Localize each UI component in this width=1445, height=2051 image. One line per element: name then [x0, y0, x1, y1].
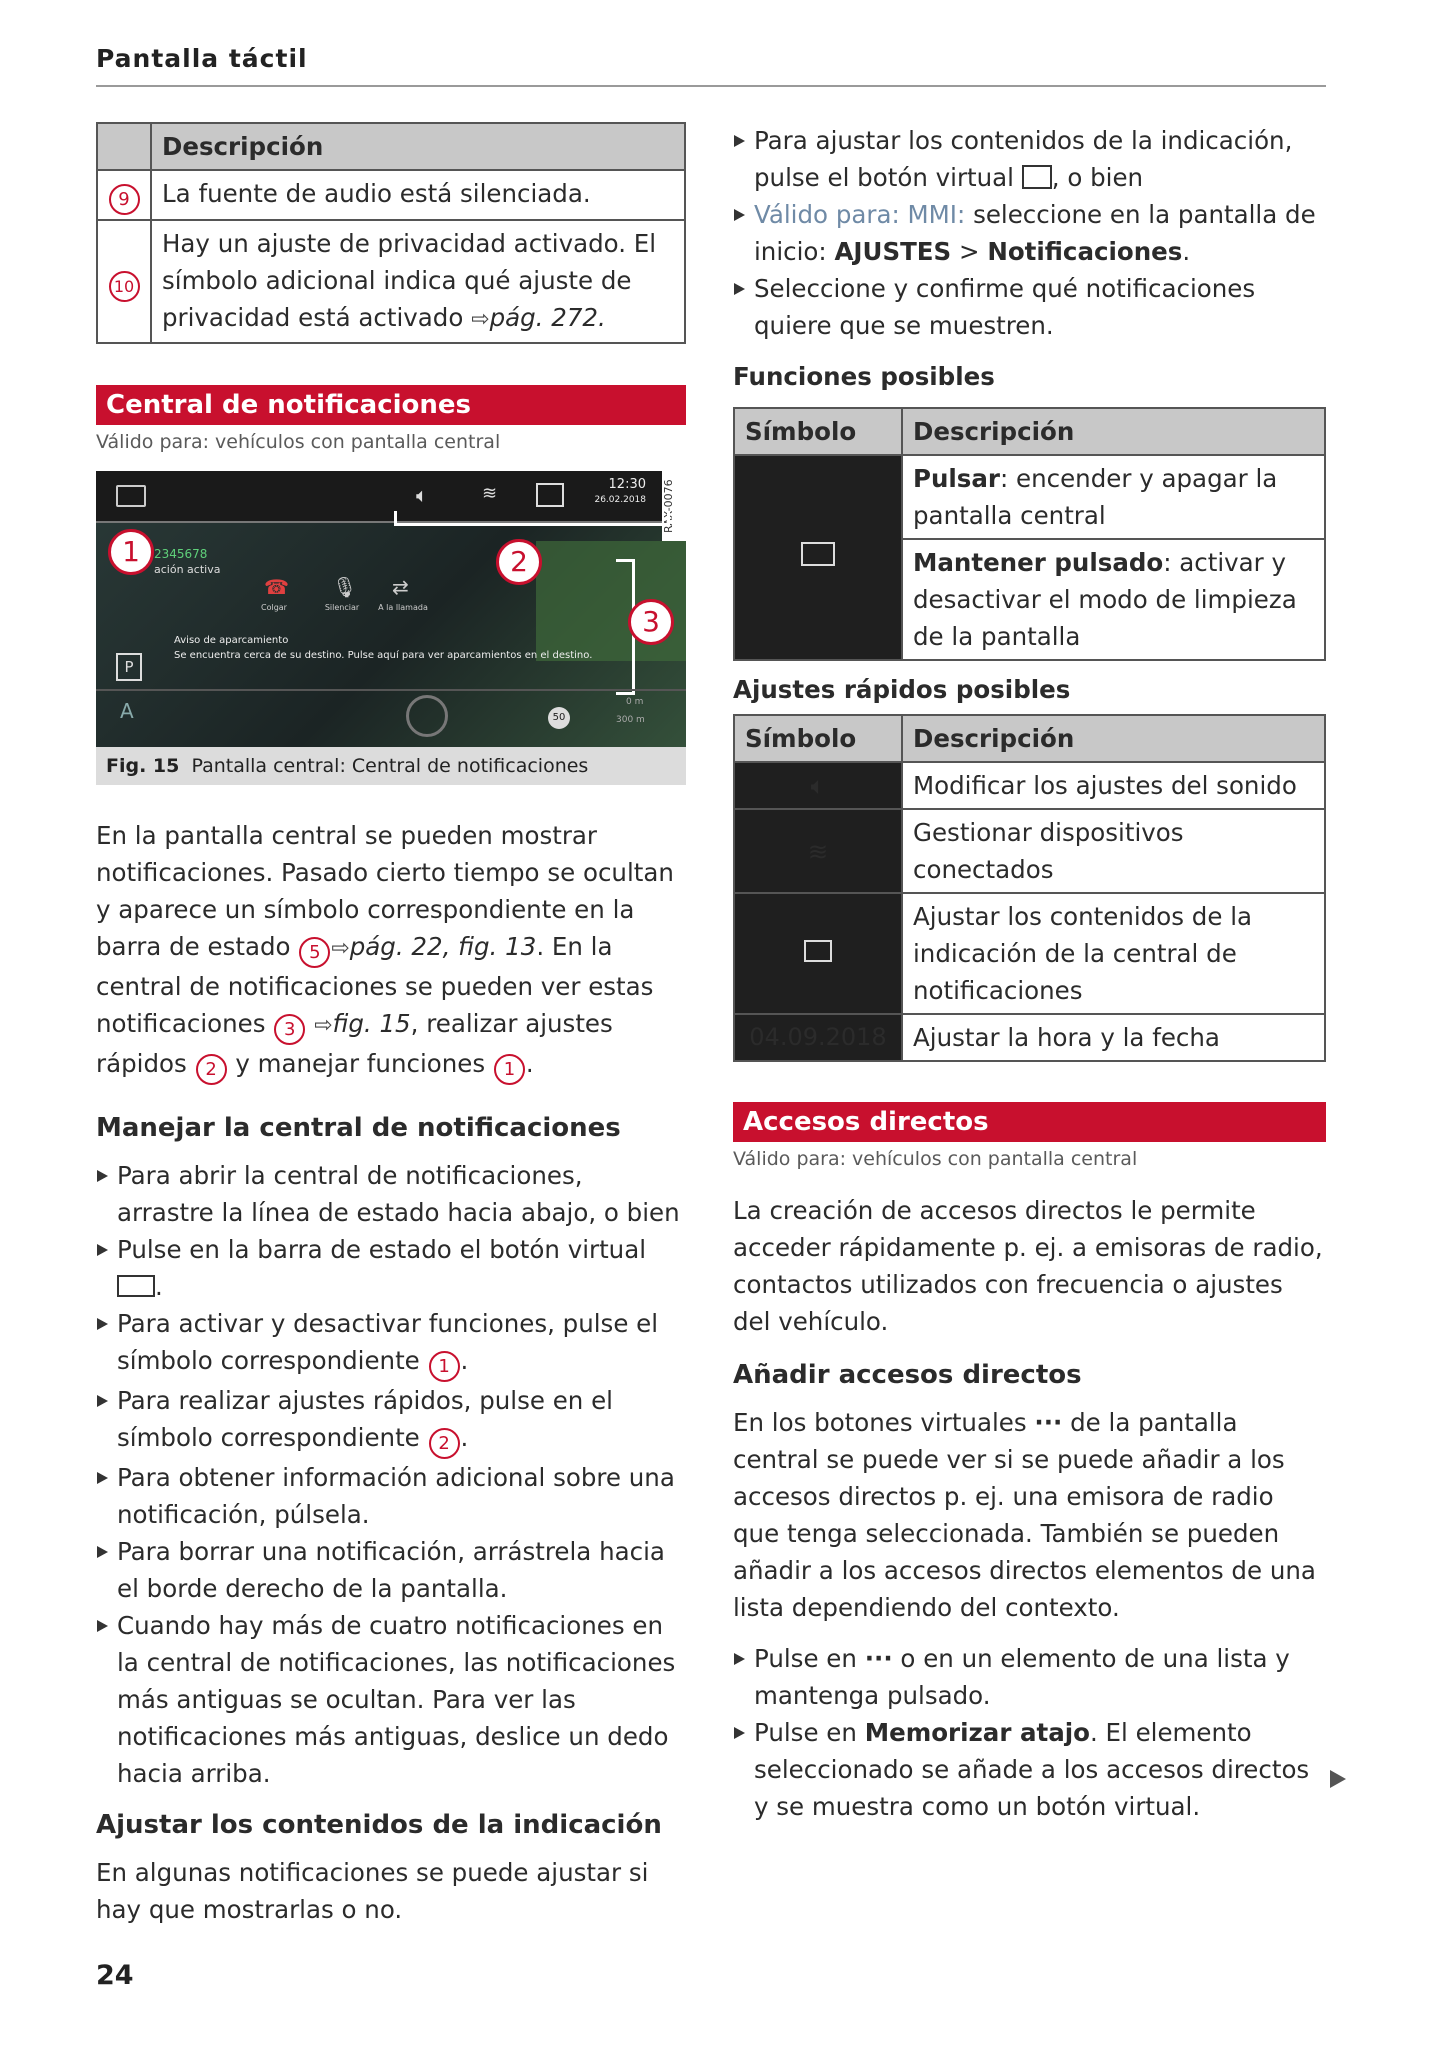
col-descripcion: Descripción [902, 408, 1325, 455]
row-text: Hay un ajuste de privacidad activado. El símbolo adicional indica qué ajuste de privacidad está activado [162, 229, 657, 332]
list-item: Para obtener información adicional sobre una notificación, púlsela. [96, 1459, 686, 1533]
row-text: Modificar los ajustes del sonido [902, 762, 1325, 809]
continue-arrow-icon [1330, 1770, 1346, 1788]
parking-icon: P [116, 653, 142, 681]
description-table [96, 122, 686, 344]
table-corner [97, 123, 151, 170]
list-item: Válido para: MMI: seleccione en la pantalla de inicio: AJUSTES > Notificaciones. [733, 196, 1326, 270]
more-dots-icon: ··· [1034, 1408, 1063, 1437]
list-item: Para realizar ajustes rápidos, pulse en el símbolo correspondiente 2 . [96, 1382, 686, 1459]
page-ref-arrow-icon: ⇨ [314, 1013, 333, 1038]
row-text: Mantener pulsado: activar y desactivar el modo de limpieza de la pantalla [902, 539, 1325, 660]
col-simbolo: Símbolo [734, 715, 902, 762]
status-time: 12:30 [608, 477, 646, 492]
symbol-cell [734, 762, 902, 809]
callout-1-ref: 1 [494, 1054, 525, 1085]
heading-ajustar: Ajustar los contenidos de la indicación [96, 1810, 662, 1840]
anadir-paragraph: En los botones virtuales ··· de la pantalla central se puede ver si se puede añadir a los accesos directos p. ej. una emisora de radio que tenga seleccionada. También se pueden añadir a los accesos directos elementos de una lista dependiendo del contexto. [733, 1408, 1316, 1622]
table-header-descripcion: Descripción [151, 123, 685, 170]
speaker-icon: 🔈︎ [810, 771, 826, 800]
wifi-icon[interactable]: ≋ [482, 483, 498, 504]
call-status: ación activa [154, 563, 221, 576]
callout-2-bracket [394, 511, 670, 526]
row-text: Pulsar: encender y apagar la pantalla central [902, 455, 1325, 539]
settings-list-icon [804, 940, 832, 962]
funciones-table [733, 407, 1326, 661]
ajustar-paragraph: En algunas notificaciones se puede ajustar si hay que mostrarlas o no. [96, 1858, 649, 1924]
distance-2: 300 m [616, 715, 645, 725]
table-row [97, 170, 685, 220]
callout-2: 2 [496, 539, 542, 585]
symbol-cell [734, 893, 902, 1014]
callout-5: 5 [299, 937, 330, 968]
table-row [734, 893, 1325, 1014]
more-dots-icon: ··· [864, 1644, 893, 1673]
btn-a-la-llamada[interactable]: A la llamada [378, 603, 428, 612]
heading-ajustes-rapidos: Ajustes rápidos posibles [733, 675, 1071, 704]
screenshot-central-notificaciones [96, 471, 686, 747]
accesos-intro: La creación de accesos directos le permite acceder rápidamente p. ej. a emisoras de radio, contactos utilizados con frecuencia o ajustes del vehículo. [733, 1196, 1323, 1336]
validity-note: Válido para: vehículos con pantalla central [96, 431, 501, 453]
status-date: 26.02.2018 [594, 495, 646, 505]
btn-silenciar[interactable]: Silenciar [324, 603, 360, 612]
figure-ref-link[interactable]: fig. 15 [332, 1009, 411, 1038]
callout-3: 3 [628, 599, 674, 645]
steps-ajustar [733, 122, 1326, 344]
steps-manejar [96, 1157, 686, 1792]
page-ref-link[interactable]: pág. 272. [489, 303, 606, 332]
right-column [733, 122, 1326, 1825]
col-simbolo: Símbolo [734, 408, 902, 455]
figure-code: RAX-0076 [662, 471, 686, 541]
running-header: Pantalla táctil [96, 44, 308, 73]
btn-colgar[interactable]: Colgar [261, 603, 287, 612]
table-row [734, 455, 1325, 539]
list-item: Pulse en Memorizar atajo. El elemento seleccionado se añade a los accesos directos y se muestra como un botón virtual. [733, 1714, 1326, 1825]
intro-paragraph: En la pantalla central se pueden mostrar notificaciones. Pasado cierto tiempo se ocultan y aparece un símbolo correspondiente en la barra de estado 5 ⇨pág. 22, fig. 13. En la central de notificaciones se pueden ver estas notificaciones 3 ⇨fig. 15, realizar ajustes rápidos 2 y manejar funciones 1 . [96, 817, 686, 1085]
list-item: Para ajustar los contenidos de la indicación, pulse el botón virtual , o bien [733, 122, 1326, 196]
wifi-icon: ≋ [807, 836, 829, 866]
list-item: Para activar y desactivar funciones, pulse el símbolo correspondiente 1 . [96, 1305, 686, 1382]
steps-anadir [733, 1640, 1326, 1825]
call-number: 2345678 [154, 547, 208, 561]
display-power-icon [801, 542, 835, 566]
date-symbol: 04.09.2018 [734, 1014, 902, 1061]
page-number: 24 [96, 1960, 134, 1991]
heading-anadir: Añadir accesos directos [733, 1360, 1082, 1390]
table-row [734, 762, 1325, 809]
settings-list-icon [1022, 165, 1052, 189]
nav-arrow-icon: A [120, 699, 134, 723]
section-title-central: Central de notificaciones [96, 385, 686, 425]
notif-title[interactable]: Aviso de aparcamiento [174, 635, 289, 646]
table-row [734, 1014, 1325, 1061]
row-text: Ajustar los contenidos de la indicación de la central de notificaciones [902, 893, 1325, 1014]
figure-15 [96, 471, 686, 785]
display-power-icon[interactable] [116, 485, 146, 507]
table-row [734, 809, 1325, 893]
header-rule [96, 85, 1326, 87]
validity-note: Válido para: vehículos con pantalla central [733, 1148, 1138, 1170]
heading-funciones: Funciones posibles [733, 362, 995, 391]
map-green-area [536, 541, 686, 661]
row-text: Gestionar dispositivos conectados [902, 809, 1325, 893]
mute-mic-icon[interactable]: 🎙︎ [332, 575, 358, 599]
list-item: Seleccione y confirme qué notificaciones quiere que se muestren. [733, 270, 1326, 344]
list-item: Para borrar una notificación, arrástrela hacia el borde derecho de la pantalla. [96, 1533, 686, 1607]
list-item: Para abrir la central de notificaciones, arrastre la línea de estado hacia abajo, o bien [96, 1157, 686, 1231]
status-bar-button-icon [117, 1275, 155, 1297]
callout-3-ref: 3 [274, 1014, 305, 1045]
caption-label: Fig. 15 [106, 755, 180, 777]
ajustes-table [733, 714, 1326, 1062]
heading-manejar: Manejar la central de notificaciones [96, 1113, 621, 1143]
callout-1-ref: 1 [429, 1351, 460, 1382]
distance-1: 0 m [626, 697, 644, 707]
list-item: Cuando hay más de cuatro notificaciones en la central de notificaciones, las notificaciones más antiguas se ocultan. Para ver las notificaciones más antiguas, deslice un dedo hacia arriba. [96, 1607, 686, 1792]
speaker-icon[interactable]: 🔈︎ [416, 483, 428, 507]
col-descripcion: Descripción [902, 715, 1325, 762]
page-ref-arrow-icon: ⇨ [471, 307, 490, 332]
left-column [96, 122, 686, 1928]
switch-call-icon[interactable]: ⇄ [392, 575, 409, 599]
list-item: Pulse en la barra de estado el botón virtual . [96, 1231, 686, 1305]
table-row [97, 220, 685, 343]
compass-icon[interactable] [406, 695, 448, 737]
callout-2-ref: 2 [196, 1054, 227, 1085]
figure-caption [96, 747, 686, 785]
section-title-accesos: Accesos directos [733, 1102, 1326, 1142]
speed-limit-sign: 50 [548, 707, 570, 729]
row-text-group [151, 220, 685, 343]
caption-text: Pantalla central: Central de notificaciones [191, 755, 589, 777]
row-text: La fuente de audio está silenciada. [151, 170, 685, 220]
callout-2-ref: 2 [429, 1428, 460, 1459]
callout-1: 1 [108, 529, 154, 575]
list-item: Pulse en ··· o en un elemento de una lista y mantenga pulsado. [733, 1640, 1326, 1714]
settings-list-icon[interactable] [536, 483, 564, 507]
callout-10: 10 [109, 271, 140, 302]
symbol-cell [734, 809, 902, 893]
page-ref-link[interactable]: pág. 22, fig. 13 [349, 932, 537, 961]
symbol-cell [734, 455, 902, 660]
page-ref-arrow-icon: ⇨ [331, 936, 350, 961]
nav-divider [96, 689, 686, 691]
callout-9: 9 [109, 184, 140, 215]
hang-up-icon[interactable]: ☎ [264, 575, 289, 599]
notif-text[interactable]: Se encuentra cerca de su destino. Pulse aquí para ver aparcamientos en el destino. [174, 650, 593, 661]
row-text: Ajustar la hora y la fecha [902, 1014, 1325, 1061]
